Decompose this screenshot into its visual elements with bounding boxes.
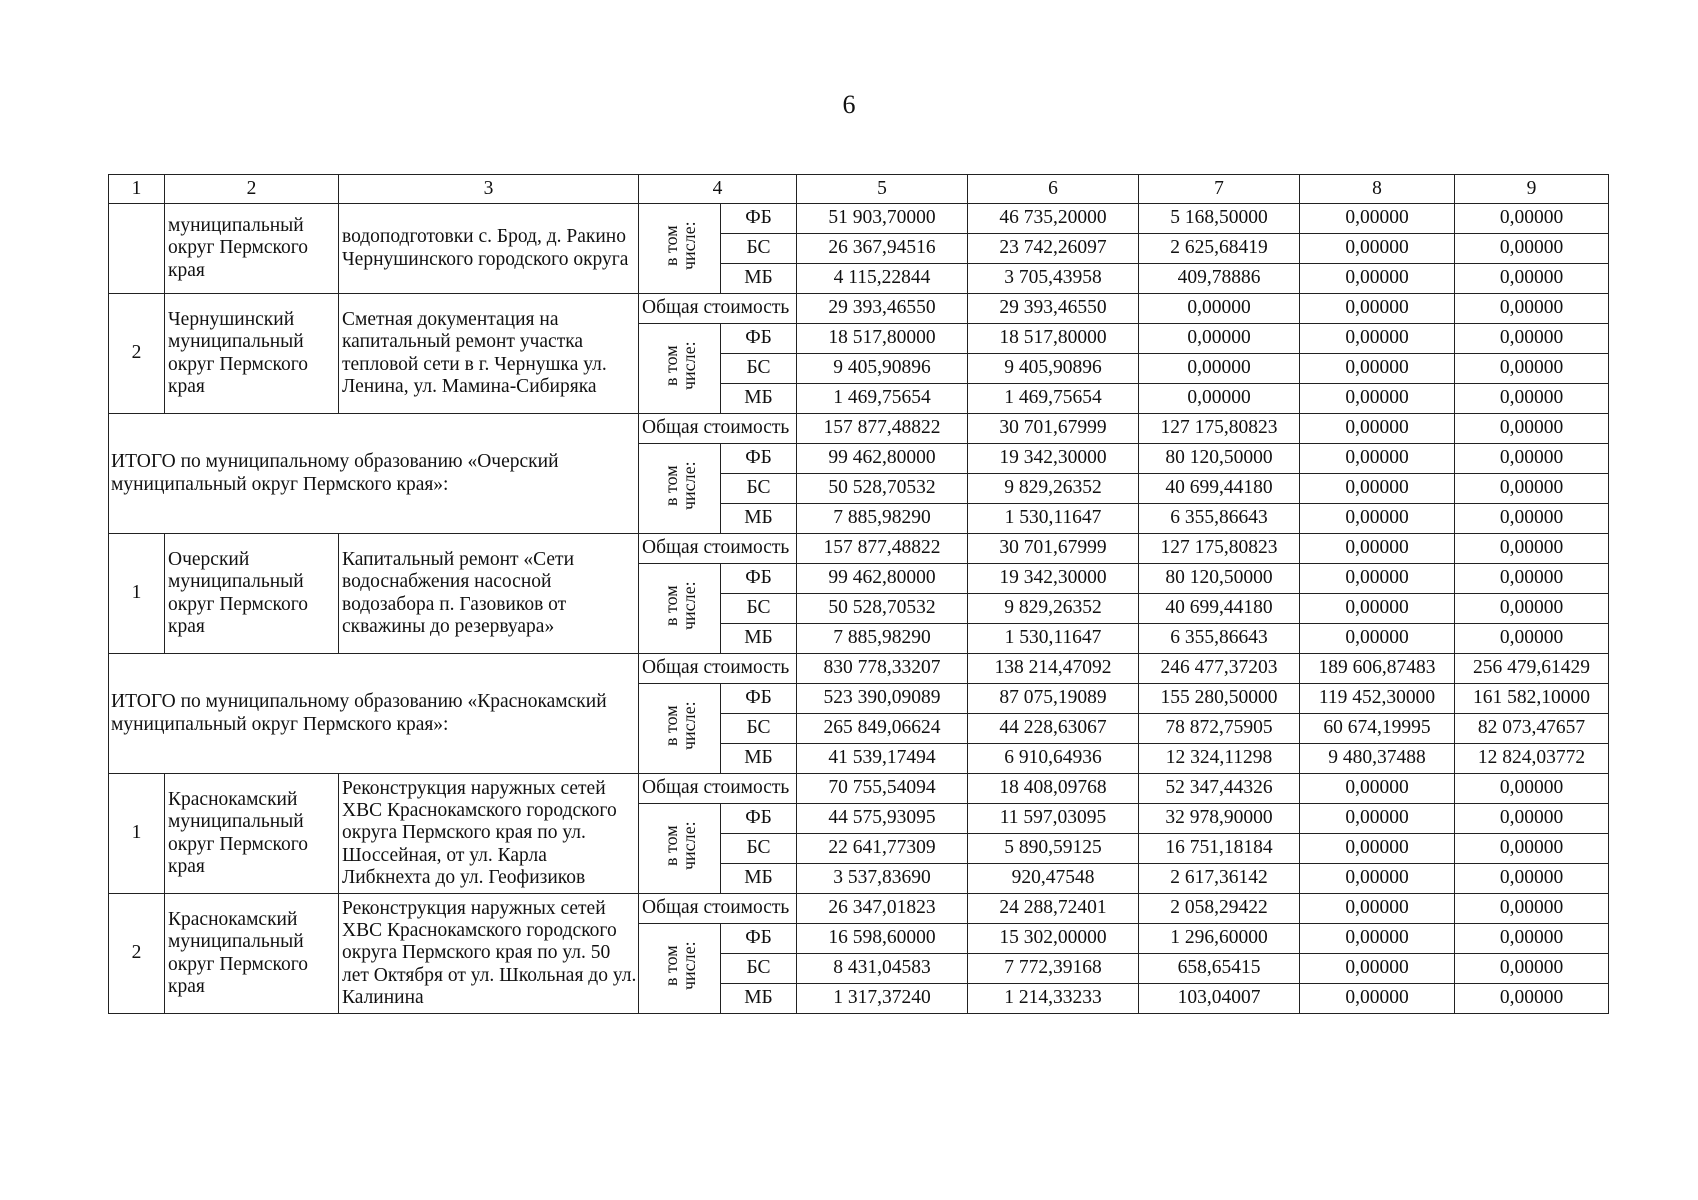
value-cell: 0,00000 [1455,234,1609,264]
value-cell: 920,47548 [968,864,1139,894]
value-cell: 0,00000 [1139,294,1300,324]
in-number-text: в том числе: [660,941,699,990]
row-index: 1 [109,774,165,894]
header-cell: 2 [165,175,339,204]
value-cell: 80 120,50000 [1139,444,1300,474]
value-cell: 18 517,80000 [797,324,968,354]
value-cell: 24 288,72401 [968,894,1139,924]
value-cell: 32 978,90000 [1139,804,1300,834]
value-cell: 658,65415 [1139,954,1300,984]
value-cell: 0,00000 [1300,324,1455,354]
value-cell: 256 479,61429 [1455,654,1609,684]
fund-source: БС [721,234,797,264]
value-cell: 26 347,01823 [797,894,968,924]
value-cell: 5 890,59125 [968,834,1139,864]
value-cell: 80 120,50000 [1139,564,1300,594]
value-cell: 0,00000 [1300,864,1455,894]
fund-source: МБ [721,744,797,774]
in-number-label [639,564,721,654]
value-cell: 0,00000 [1455,444,1609,474]
value-cell: 99 462,80000 [797,444,968,474]
value-cell: 0,00000 [1300,954,1455,984]
value-cell: 161 582,10000 [1455,684,1609,714]
value-cell: 8 431,04583 [797,954,968,984]
value-cell: 155 280,50000 [1139,684,1300,714]
value-cell: 7 885,98290 [797,624,968,654]
value-cell: 15 302,00000 [968,924,1139,954]
fund-source: ФБ [721,564,797,594]
value-cell: 16 598,60000 [797,924,968,954]
value-cell: 0,00000 [1300,534,1455,564]
fund-source: МБ [721,504,797,534]
value-cell: 6 910,64936 [968,744,1139,774]
value-cell: 1 317,37240 [797,984,968,1014]
page-number: 6 [842,90,856,119]
value-cell: 11 597,03095 [968,804,1139,834]
value-cell: 44 575,93095 [797,804,968,834]
value-cell: 0,00000 [1455,624,1609,654]
fund-source: МБ [721,984,797,1014]
total-row [109,774,1609,804]
value-cell: 0,00000 [1455,564,1609,594]
value-cell: 70 755,54094 [797,774,968,804]
value-cell: 0,00000 [1300,384,1455,414]
value-cell: 46 735,20000 [968,204,1139,234]
fund-source: ФБ [721,204,797,234]
fund-source: МБ [721,864,797,894]
fund-source: БС [721,474,797,504]
object-name: Реконструкция наружных сетей ХВС Краснокамского городского округа Пермского края по ул. Шоссейная, от ул. Карла Либкнехта до ул. Геофизиков [339,774,639,894]
value-cell: 9 405,90896 [797,354,968,384]
value-cell: 22 641,77309 [797,834,968,864]
header-cell: 7 [1139,175,1300,204]
value-cell: 29 393,46550 [797,294,968,324]
value-cell: 30 701,67999 [968,414,1139,444]
total-row [109,294,1609,324]
fund-source: БС [721,354,797,384]
municipality-name: Краснокамский муниципальный округ Пермского края [165,774,339,894]
value-cell: 0,00000 [1455,534,1609,564]
value-cell: 0,00000 [1455,924,1609,954]
in-number-text: в том числе: [660,581,699,630]
value-cell: 1 296,60000 [1139,924,1300,954]
object-name: водоподготовки с. Брод, д. Ракино Чернушинского городского округа [339,204,639,294]
fund-source: ФБ [721,684,797,714]
value-cell: 52 347,44326 [1139,774,1300,804]
value-cell: 2 058,29422 [1139,894,1300,924]
in-number-label [639,804,721,894]
itogo-label: ИТОГО по муниципальному образованию «Очерский муниципальный округ Пермского края»: [109,414,639,534]
value-cell: 78 872,75905 [1139,714,1300,744]
value-cell: 2 617,36142 [1139,864,1300,894]
header-cell: 3 [339,175,639,204]
row-index: 2 [109,894,165,1014]
value-cell: 40 699,44180 [1139,594,1300,624]
value-cell: 3 705,43958 [968,264,1139,294]
value-cell: 12 324,11298 [1139,744,1300,774]
value-cell: 0,00000 [1300,894,1455,924]
in-number-label [639,204,721,294]
value-cell: 87 075,19089 [968,684,1139,714]
value-cell: 3 537,83690 [797,864,968,894]
value-cell: 1 530,11647 [968,624,1139,654]
value-cell: 246 477,37203 [1139,654,1300,684]
value-cell: 0,00000 [1300,264,1455,294]
in-number-text: в том числе: [660,821,699,870]
value-cell: 23 742,26097 [968,234,1139,264]
value-cell: 51 903,70000 [797,204,968,234]
value-cell: 0,00000 [1139,384,1300,414]
value-cell: 0,00000 [1300,804,1455,834]
value-cell: 127 175,80823 [1139,534,1300,564]
value-cell: 0,00000 [1455,864,1609,894]
value-cell: 0,00000 [1139,324,1300,354]
value-cell: 6 355,86643 [1139,504,1300,534]
value-cell: 119 452,30000 [1300,684,1455,714]
value-cell: 0,00000 [1455,894,1609,924]
header-row [109,175,1609,204]
fund-row [109,204,1609,234]
value-cell: 0,00000 [1455,264,1609,294]
value-cell: 19 342,30000 [968,444,1139,474]
value-cell: 50 528,70532 [797,474,968,504]
value-cell: 103,04007 [1139,984,1300,1014]
value-cell: 0,00000 [1455,384,1609,414]
value-cell: 19 342,30000 [968,564,1139,594]
value-cell: 0,00000 [1300,414,1455,444]
value-cell: 157 877,48822 [797,534,968,564]
value-cell: 9 405,90896 [968,354,1139,384]
fund-source: БС [721,714,797,744]
header-cell: 1 [109,175,165,204]
value-cell: 1 469,75654 [968,384,1139,414]
value-cell: 0,00000 [1300,834,1455,864]
value-cell: 0,00000 [1455,954,1609,984]
value-cell: 0,00000 [1300,774,1455,804]
funding-table [108,174,1609,1014]
value-cell: 0,00000 [1455,354,1609,384]
value-cell: 2 625,68419 [1139,234,1300,264]
value-cell: 0,00000 [1455,474,1609,504]
municipality-name: Очерский муниципальный округ Пермского края [165,534,339,654]
value-cell: 127 175,80823 [1139,414,1300,444]
value-cell: 26 367,94516 [797,234,968,264]
row-index: 2 [109,294,165,414]
municipality-name: муниципальный округ Пермского края [165,204,339,294]
total-row [109,534,1609,564]
itogo-label: ИТОГО по муниципальному образованию «Краснокамский муниципальный округ Пермского края»: [109,654,639,774]
value-cell: 6 355,86643 [1139,624,1300,654]
row-index [109,204,165,294]
value-cell: 0,00000 [1300,564,1455,594]
value-cell: 830 778,33207 [797,654,968,684]
in-number-label [639,924,721,1014]
fund-source: ФБ [721,324,797,354]
total-row [109,894,1609,924]
total-label: Общая стоимость [639,534,797,564]
municipality-name: Чернушинский муниципальный округ Пермского края [165,294,339,414]
value-cell: 9 829,26352 [968,594,1139,624]
value-cell: 0,00000 [1300,924,1455,954]
total-label: Общая стоимость [639,294,797,324]
value-cell: 29 393,46550 [968,294,1139,324]
table-body [109,204,1609,1014]
header-cell: 8 [1300,175,1455,204]
header-cell: 4 [639,175,797,204]
in-number-text: в том числе: [660,461,699,510]
value-cell: 0,00000 [1455,774,1609,804]
in-number-text: в том числе: [660,221,699,270]
in-number-label [639,324,721,414]
value-cell: 0,00000 [1300,444,1455,474]
value-cell: 40 699,44180 [1139,474,1300,504]
itogo-total-row [109,414,1609,444]
value-cell: 16 751,18184 [1139,834,1300,864]
value-cell: 60 674,19995 [1300,714,1455,744]
total-label: Общая стоимость [639,654,797,684]
value-cell: 18 408,09768 [968,774,1139,804]
value-cell: 50 528,70532 [797,594,968,624]
value-cell: 82 073,47657 [1455,714,1609,744]
value-cell: 0,00000 [1455,414,1609,444]
value-cell: 0,00000 [1455,834,1609,864]
value-cell: 0,00000 [1300,624,1455,654]
row-index: 1 [109,534,165,654]
value-cell: 0,00000 [1455,504,1609,534]
value-cell: 12 824,03772 [1455,744,1609,774]
value-cell: 99 462,80000 [797,564,968,594]
value-cell: 9 829,26352 [968,474,1139,504]
fund-source: БС [721,594,797,624]
value-cell: 5 168,50000 [1139,204,1300,234]
value-cell: 41 539,17494 [797,744,968,774]
value-cell: 0,00000 [1300,474,1455,504]
municipality-name: Краснокамский муниципальный округ Пермского края [165,894,339,1014]
value-cell: 1 530,11647 [968,504,1139,534]
value-cell: 44 228,63067 [968,714,1139,744]
fund-source: БС [721,834,797,864]
value-cell: 0,00000 [1300,984,1455,1014]
fund-source: ФБ [721,924,797,954]
total-label: Общая стоимость [639,774,797,804]
value-cell: 409,78886 [1139,264,1300,294]
value-cell: 0,00000 [1455,804,1609,834]
fund-source: ФБ [721,444,797,474]
fund-source: ФБ [721,804,797,834]
in-number-label [639,684,721,774]
value-cell: 1 214,33233 [968,984,1139,1014]
value-cell: 0,00000 [1455,294,1609,324]
object-name: Сметная документация на капитальный ремонт участка тепловой сети в г. Чернушка ул. Ленина, ул. Мамина-Сибиряка [339,294,639,414]
fund-source: БС [721,954,797,984]
value-cell: 265 849,06624 [797,714,968,744]
value-cell: 9 480,37488 [1300,744,1455,774]
in-number-label [639,444,721,534]
value-cell: 30 701,67999 [968,534,1139,564]
total-label: Общая стоимость [639,414,797,444]
value-cell: 7 885,98290 [797,504,968,534]
value-cell: 0,00000 [1300,504,1455,534]
value-cell: 0,00000 [1455,984,1609,1014]
value-cell: 0,00000 [1300,594,1455,624]
header-cell: 5 [797,175,968,204]
value-cell: 138 214,47092 [968,654,1139,684]
in-number-text: в том числе: [660,341,699,390]
value-cell: 0,00000 [1455,204,1609,234]
fund-source: МБ [721,264,797,294]
value-cell: 523 390,09089 [797,684,968,714]
fund-source: МБ [721,624,797,654]
total-label: Общая стоимость [639,894,797,924]
value-cell: 0,00000 [1300,294,1455,324]
header-cell: 6 [968,175,1139,204]
value-cell: 0,00000 [1455,324,1609,354]
value-cell: 18 517,80000 [968,324,1139,354]
value-cell: 0,00000 [1300,204,1455,234]
value-cell: 0,00000 [1139,354,1300,384]
value-cell: 1 469,75654 [797,384,968,414]
object-name: Капитальный ремонт «Сети водоснабжения насосной водозабора п. Газовиков от скважины до резервуара» [339,534,639,654]
value-cell: 189 606,87483 [1300,654,1455,684]
value-cell: 0,00000 [1300,354,1455,384]
object-name: Реконструкция наружных сетей ХВС Краснокамского городского округа Пермского края по ул. 50 лет Октября от ул. Школьная до ул. Калинина [339,894,639,1014]
value-cell: 0,00000 [1300,234,1455,264]
value-cell: 0,00000 [1455,594,1609,624]
fund-source: МБ [721,384,797,414]
value-cell: 7 772,39168 [968,954,1139,984]
value-cell: 157 877,48822 [797,414,968,444]
value-cell: 4 115,22844 [797,264,968,294]
itogo-total-row [109,654,1609,684]
in-number-text: в том числе: [660,701,699,750]
header-cell: 9 [1455,175,1609,204]
